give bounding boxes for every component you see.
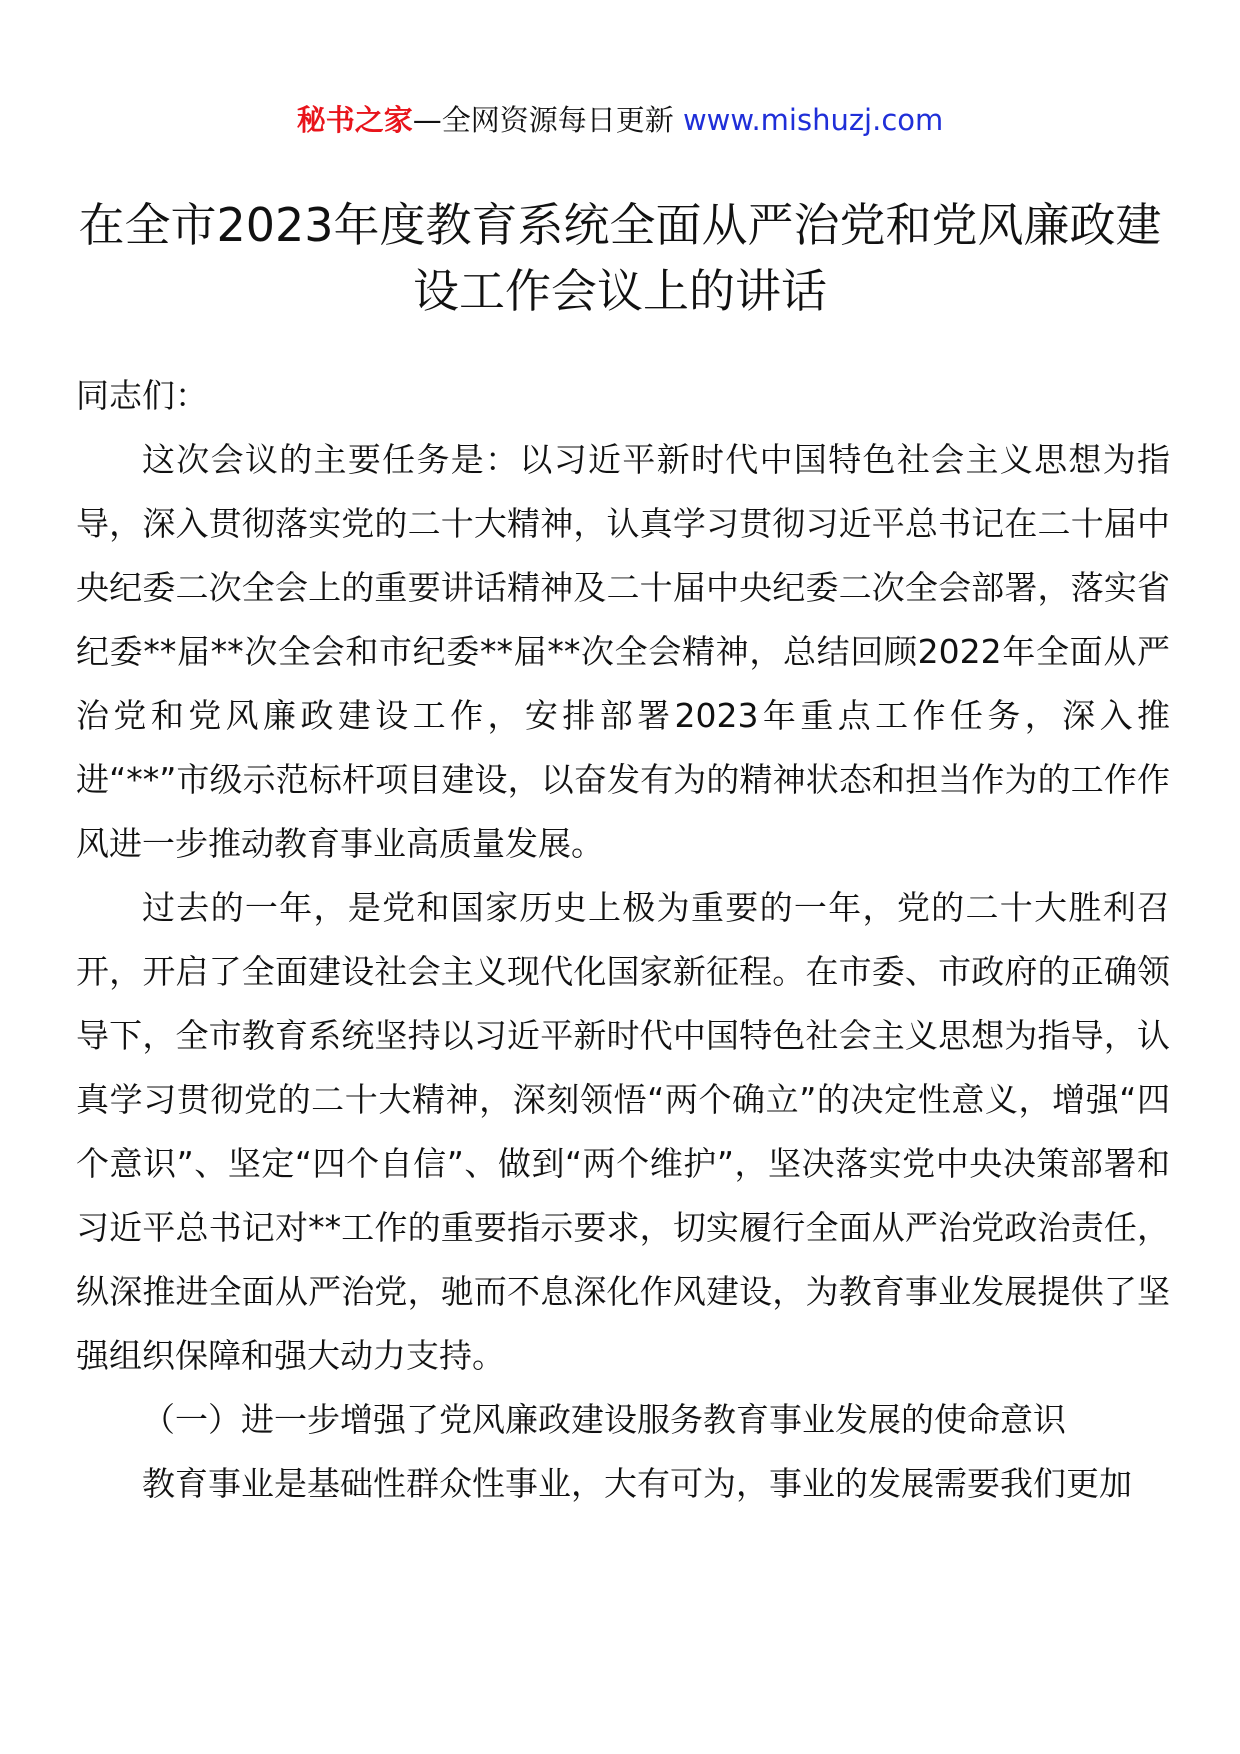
body-paragraph: 这次会议的主要任务是：以习近平新时代中国特色社会主义思想为指导，深入贯彻落实党的二十大精神，认真学习贯彻习近平总书记在二十届中央纪委二次全会上的重要讲话精神及二十届中央纪委二次全会部署，落实省纪委**届**次全会和市纪委**届**次全会精神，总结回顾2022年全面从严治党和党风廉政建设工作，安排部署2023年重点工作任务，深入推进“**”市级示范标杆项目建设，以奋发有为的精神状态和担当作为的工作作风进一步推动教育事业高质量发展。 <box>76 440 1170 863</box>
section-heading: （一）进一步增强了党风廉政建设服务教育事业发展的使命意识 <box>142 1400 1066 1439</box>
body-paragraph: 教育事业是基础性群众性事业，大有可为，事业的发展需要我们更加 <box>142 1464 1132 1503</box>
salutation: 同志们： <box>76 376 208 415</box>
site-banner <box>0 100 1240 140</box>
body-paragraph: 过去的一年，是党和国家历史上极为重要的一年，党的二十大胜利召开，开启了全面建设社会主义现代化国家新征程。在市委、市政府的正确领导下，全市教育系统坚持以习近平新时代中国特色社会主义思想为指导，认真学习贯彻党的二十大精神，深刻领悟“两个确立”的决定性意义，增强“四个意识”、坚定“四个自信”、做到“两个维护”，坚决落实党中央决策部署和习近平总书记对**工作的重要指示要求，切实履行全面从严治党政治责任，纵深推进全面从严治党，驰而不息深化作风建设，为教育事业发展提供了坚强组织保障和强大动力支持。 <box>76 888 1170 1375</box>
brand-name: 秘书之家 <box>296 103 413 137</box>
document-body <box>76 364 1170 1516</box>
banner-tagline: —全网资源每日更新 <box>412 103 674 137</box>
document-title: 在全市2023年度教育系统全面从严治党和党风廉政建设工作会议上的讲话 <box>78 198 1162 318</box>
site-url-link[interactable]: www.mishuzj.com <box>682 103 944 137</box>
